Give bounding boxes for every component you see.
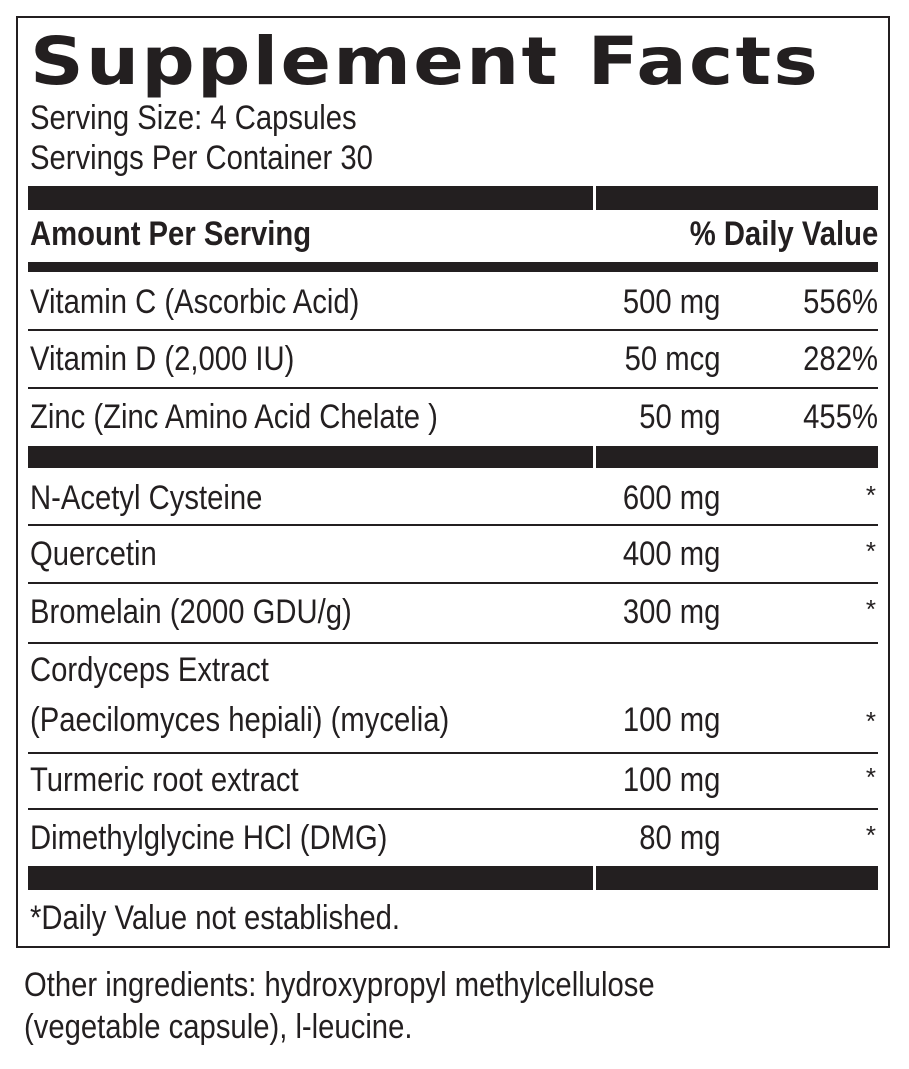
ingredient-daily-value: 556% xyxy=(803,283,878,321)
supplement-facts-panel xyxy=(16,16,890,948)
row-divider xyxy=(28,387,878,389)
ingredient-name: Quercetin xyxy=(30,535,157,573)
ingredient-name: Vitamin D (2,000 IU) xyxy=(30,340,295,378)
ingredient-daily-value: * xyxy=(865,536,876,566)
ingredient-name-line2: (Paecilomyces hepiali) (mycelia) xyxy=(30,701,450,739)
ingredient-daily-value: 455% xyxy=(803,398,878,436)
ingredient-amount: 100 mg xyxy=(622,701,720,739)
table-row xyxy=(30,650,878,742)
ingredient-name: Zinc (Zinc Amino Acid Chelate ) xyxy=(30,398,438,436)
thick-divider-bottom xyxy=(28,866,878,890)
row-divider xyxy=(28,642,878,644)
ingredient-name: N-Acetyl Cysteine xyxy=(30,479,263,517)
daily-value-footnote: *Daily Value not established. xyxy=(30,899,401,937)
ingredient-amount: 50 mg xyxy=(638,398,720,436)
thick-divider-top xyxy=(28,186,878,210)
ingredient-amount: 500 mg xyxy=(622,283,720,321)
row-divider xyxy=(28,582,878,584)
daily-value-label: % Daily Value xyxy=(689,215,878,253)
panel-title: Supplement Facts xyxy=(30,23,821,100)
ingredient-daily-value: * xyxy=(865,820,876,850)
other-ingredients xyxy=(24,964,655,1048)
medium-divider xyxy=(28,262,878,272)
ingredient-name: Vitamin C (Ascorbic Acid) xyxy=(30,283,360,321)
thick-divider-middle xyxy=(28,446,878,468)
other-ingredients-line1: Other ingredients: hydroxypropyl methylcellulose xyxy=(24,966,655,1004)
ingredient-daily-value: * xyxy=(865,594,876,624)
ingredient-amount: 50 mcg xyxy=(624,340,720,378)
divider-column-gap xyxy=(593,186,596,210)
ingredient-amount: 400 mg xyxy=(622,535,720,573)
other-ingredients-line2: (vegetable capsule), l-leucine. xyxy=(24,1008,413,1046)
ingredient-daily-value: * xyxy=(865,762,876,792)
ingredient-daily-value: * xyxy=(865,480,876,510)
ingredient-daily-value: 282% xyxy=(803,340,878,378)
ingredient-name: Turmeric root extract xyxy=(30,761,299,799)
servings-per-container: Servings Per Container 30 xyxy=(30,139,373,177)
ingredient-amount: 600 mg xyxy=(622,479,720,517)
row-divider xyxy=(28,524,878,526)
ingredient-name-line1: Cordyceps Extract xyxy=(30,651,269,689)
ingredient-name: Bromelain (2000 GDU/g) xyxy=(30,593,352,631)
row-divider xyxy=(28,329,878,331)
row-divider xyxy=(28,752,878,754)
ingredient-daily-value: * xyxy=(865,706,876,736)
ingredient-amount: 80 mg xyxy=(638,819,720,857)
divider-column-gap xyxy=(593,866,596,890)
serving-size: Serving Size: 4 Capsules xyxy=(30,99,357,137)
row-divider xyxy=(28,808,878,810)
ingredient-amount: 100 mg xyxy=(622,761,720,799)
amount-per-serving-label: Amount Per Serving xyxy=(30,215,312,253)
table-header xyxy=(30,212,878,256)
divider-column-gap xyxy=(593,446,596,468)
ingredient-amount: 300 mg xyxy=(622,593,720,631)
ingredient-name: Dimethylglycine HCl (DMG) xyxy=(30,819,388,857)
